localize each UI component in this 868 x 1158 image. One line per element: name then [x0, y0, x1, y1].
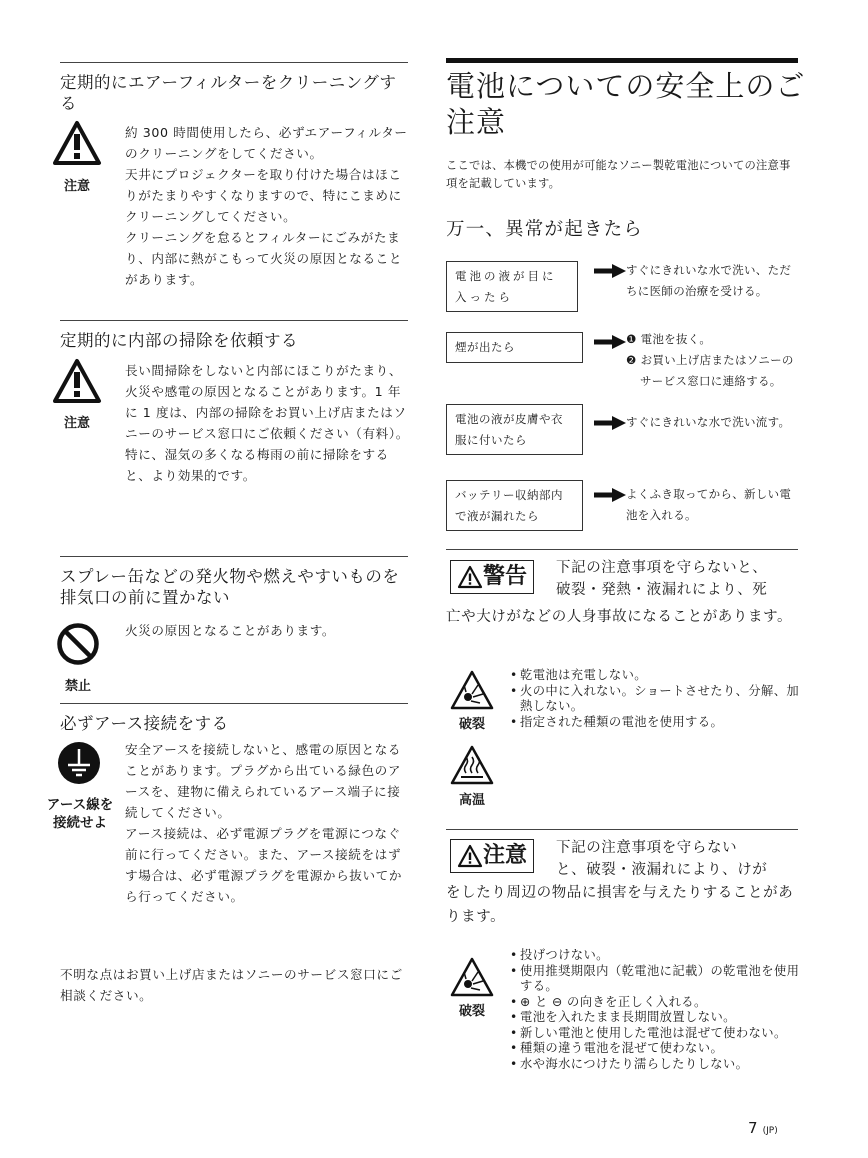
- condition-box: バッテリー収納部内で液が漏れたら: [446, 480, 583, 531]
- arrow-right-icon: [594, 335, 626, 349]
- icon-label: 注意: [63, 416, 90, 431]
- list-item: • 種類の違う電池を混ぜて使わない。: [510, 1041, 802, 1057]
- section-rule: [446, 829, 798, 830]
- paragraph: アース接続は、必ず電源プラグを電源につなぐ前に行ってください。また、アース接続をはずす場合は、必ず電源プラグを電源から抜いてから行ってください。: [125, 826, 403, 904]
- list-item: • 火の中に入れない。ショートさせたり、分解、加熱しない。: [510, 684, 802, 715]
- warning-continuation: 亡や大けがなどの人身事故になることがあります。: [446, 609, 793, 625]
- caution-triangle-icon: [52, 358, 102, 404]
- response-step: ❶ 電池を抜く。: [626, 332, 712, 346]
- intro-text: ここでは、本機での使用が可能なソニー製乾電池についての注意事項を記載しています。: [446, 159, 791, 190]
- condition-box: 電池の液が目に入ったら: [446, 261, 578, 312]
- paragraph: 特に、湿気の多くなる梅雨の前に掃除をすると、より効果的です。: [125, 447, 389, 483]
- caution-lead-line: 下記の注意事項を守らない: [556, 840, 738, 856]
- page-title: 電池についての安全上のご注意: [446, 69, 806, 139]
- paragraph: 火災の原因となることがあります。: [125, 623, 336, 638]
- response-step: ❷ お買い上げ店またはソニーのサービス窓口に連絡する。: [626, 353, 794, 388]
- caution-list: [510, 948, 802, 1072]
- list-item: • 電池を入れたまま長期間放置しない。: [510, 1010, 802, 1026]
- icon-label-line: 接続せよ: [53, 815, 107, 831]
- section-heading-filter: 定期的にエアーフィルターをクリーニングする: [60, 73, 397, 113]
- paragraph: クリーニングを怠るとフィルターにごみがたまり、内部に熱がこもって火災の原因となることがあります。: [125, 230, 403, 287]
- warning-list: [510, 668, 802, 730]
- prohibited-icon: [56, 622, 100, 666]
- section-rule: [60, 703, 408, 704]
- list-item: • 乾電池は充電しない。: [510, 668, 802, 684]
- footer-note: 不明な点はお買い上げ店またはソニーのサービス窓口にご相談ください。: [60, 967, 403, 1003]
- section-body-ground: [125, 739, 410, 907]
- list-item: • 指定された種類の電池を使用する。: [510, 715, 802, 731]
- warning-lead: [556, 557, 806, 601]
- section-rule: [60, 556, 408, 557]
- icon-label: 破裂: [458, 1004, 485, 1019]
- ground-icon: [57, 741, 101, 785]
- icon-label: 注意: [63, 179, 90, 194]
- section-rule: [60, 62, 408, 63]
- page-number: [748, 1118, 808, 1137]
- response-text: よくふき取ってから、新しい電池を入れる。: [626, 487, 792, 522]
- list-item: • 水や海水につけたり濡らしたりしない。: [510, 1057, 802, 1073]
- section-body-filter: [125, 122, 410, 290]
- list-item: • ⊕ と ⊖ の向きを正しく入れる。: [510, 995, 802, 1011]
- section-body-spray: [125, 620, 410, 641]
- icon-label: 破裂: [458, 717, 485, 732]
- section-rule: [60, 320, 408, 321]
- caution-lead: [556, 837, 806, 881]
- page-number-suffix: (JP): [762, 1126, 778, 1136]
- response-text: すぐにきれいな水で洗い流す。: [626, 415, 791, 429]
- arrow-right-icon: [594, 416, 626, 430]
- icon-label: [42, 796, 118, 832]
- section-rule: [446, 549, 798, 550]
- subheading: 万一、異常が起きたら: [446, 219, 644, 240]
- explosion-icon: [450, 957, 494, 997]
- list-item: • 新しい電池と使用した電池は混ぜて使わない。: [510, 1026, 802, 1042]
- caution-label: [450, 839, 534, 873]
- arrow-right-icon: [594, 488, 626, 502]
- paragraph: 天井にプロジェクターを取り付けた場合はほこりがたまりやすくなりますので、特にこまめにクリーニングしてください。: [125, 167, 402, 224]
- caution-lead-line: と、破裂・液漏れにより、けが: [556, 862, 768, 878]
- arrow-right-icon: [594, 264, 626, 278]
- condition-box: 煙が出たら: [446, 332, 583, 363]
- section-heading-spray: スプレー缶などの発火物や燃えやすいものを排気口の前に置かない: [60, 567, 400, 607]
- warning-lead-line: 下記の注意事項を守らないと、: [556, 560, 768, 576]
- icon-label: 高温: [458, 793, 485, 808]
- high-temperature-icon: [450, 745, 494, 785]
- section-body-inner: [125, 360, 410, 486]
- caution-triangle-icon: [52, 120, 102, 166]
- list-item: • 使用推奨期限内（乾電池に記載）の乾電池を使用する。: [510, 964, 802, 995]
- response-text: [626, 329, 801, 392]
- icon-label-line: アース線を: [46, 797, 114, 813]
- list-item: • 投げつけない。: [510, 948, 802, 964]
- section-heading-inner: 定期的に内部の掃除を依頼する: [60, 331, 298, 350]
- warning-label: [450, 560, 534, 594]
- paragraph: 安全アースを接続しないと、感電の原因となることがあります。プラグから出ている緑色のアースを、建物に備えられているアース端子に接続してください。: [125, 742, 402, 820]
- paragraph: 約 300 時間使用したら、必ずエアーフィルターのクリーニングをしてください。: [125, 125, 408, 161]
- caution-continuation: をしたり周辺の物品に損害を与えたりすることがあります。: [446, 885, 794, 925]
- icon-label: 禁止: [64, 679, 91, 694]
- caution-label-text: 注意: [483, 843, 528, 868]
- section-heading-ground: 必ずアース接続をする: [60, 714, 229, 733]
- condition-box: 電池の液が皮膚や衣服に付いたら: [446, 404, 583, 455]
- page-number-value: 7: [748, 1119, 758, 1137]
- warning-label-text: 警告: [483, 564, 528, 589]
- warning-triangle-icon: [457, 565, 483, 589]
- title-rule: [446, 58, 798, 63]
- paragraph: 長い間掃除をしないと内部にほこりがたまり、火災や感電の原因となることがあります。1 年に 1 度は、内部の掃除をお買い上げ店またはソニーのサービス窓口にご依頼ください（有料）。: [125, 363, 409, 441]
- explosion-icon: [450, 670, 494, 710]
- warning-lead-line: 破裂・発熱・液漏れにより、死: [556, 582, 768, 598]
- response-text: すぐにきれいな水で洗い、ただちに医師の治療を受ける。: [626, 263, 792, 298]
- caution-triangle-icon: [457, 844, 483, 868]
